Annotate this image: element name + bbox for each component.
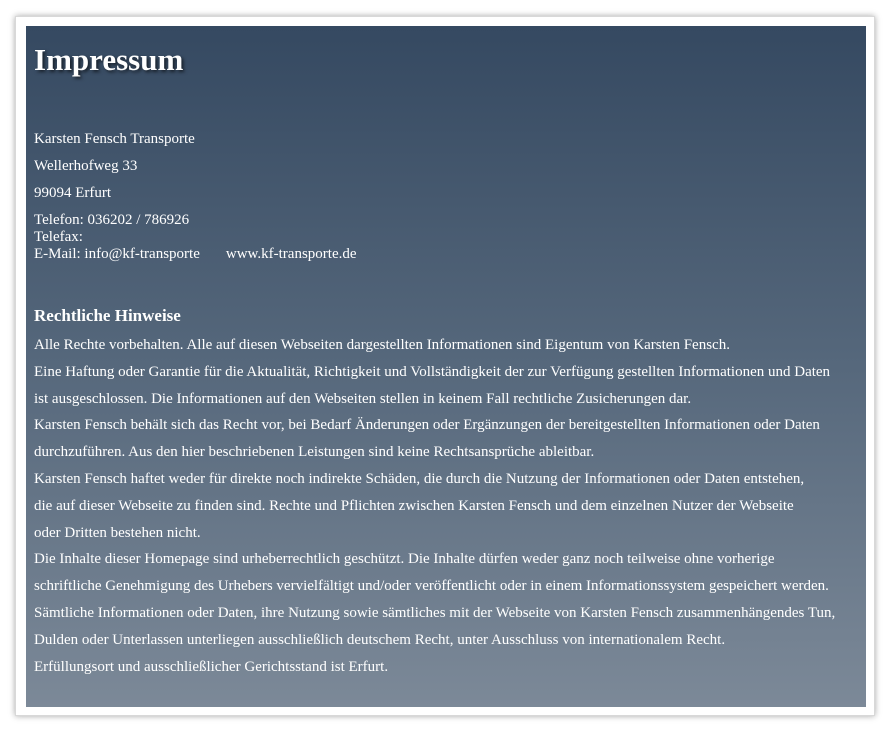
legal-heading: Rechtliche Hinweise (34, 306, 181, 325)
legal-line: Die Inhalte dieser Homepage sind urheberrechtlich geschützt. Die Inhalte dürfen weder ganz noch teilweise ohne vorherige (34, 551, 775, 568)
legal-line: Alle Rechte vorbehalten. Alle auf diesen Webseiten dargestellten Informationen sind Eigentum von Karsten Fensch. (34, 337, 730, 353)
website-link[interactable]: www.kf-transporte.de (225, 246, 357, 262)
fax-number: Telefax: (34, 229, 83, 245)
legal-line: Sämtliche Informationen oder Daten, ihre Nutzung sowie sämtliches mit der Webseite von Karsten Fensch zusammenhängendes Tun, (34, 604, 836, 621)
legal-line: Karsten Fensch behält sich das Recht vor, bei Bedarf Änderungen oder Ergänzungen der bereitgestellten Informationen oder Daten (34, 417, 820, 434)
legal-line: Dulden oder Unterlassen unterliegen ausschließlich deutschem Recht, unter Ausschluss von internationalem Recht. (34, 631, 726, 648)
contact-block (34, 212, 357, 263)
legal-line: oder Dritten bestehen nicht. (34, 524, 201, 541)
email-row (34, 246, 357, 263)
phone-number: Telefon: 036202 / 786926 (34, 212, 190, 228)
page-title: Impressum (34, 42, 184, 77)
legal-line: schriftliche Genehmigung des Urhebers vervielfältigt und/oder veröffentlicht oder in einem Informationssystem gespeichert werden. (34, 578, 829, 595)
email-link[interactable]: E-Mail: info@kf-transporte (34, 246, 200, 262)
street-address: Wellerhofweg 33 (34, 158, 138, 174)
impressum-panel (26, 26, 866, 707)
legal-line: die auf dieser Webseite zu finden sind. Rechte und Pflichten zwischen Karsten Fensch und dem einzelnen Nutzer der Webseite (34, 497, 794, 514)
legal-line: Erfüllungsort und ausschließlicher Gerichtsstand ist Erfurt. (34, 658, 389, 675)
company-name: Karsten Fensch Transporte (34, 131, 195, 147)
legal-line: Karsten Fensch haftet weder für direkte noch indirekte Schäden, die durch die Nutzung der Informationen oder Daten entstehen, (34, 470, 805, 487)
city-address: 99094 Erfurt (34, 185, 112, 201)
legal-line: Eine Haftung oder Garantie für die Aktualität, Richtigkeit und Vollständigkeit der zur Verfügung gestellten Informationen und Daten (34, 363, 831, 380)
legal-line: durchzuführen. Aus den hier beschriebenen Leistungen sind keine Rechtsansprüche ableitbar. (34, 444, 595, 461)
legal-line: ist ausgeschlossen. Die Informationen auf den Webseiten stellen in keinem Fall rechtliche Zusicherungen dar. (34, 390, 692, 407)
legal-text (34, 332, 864, 680)
